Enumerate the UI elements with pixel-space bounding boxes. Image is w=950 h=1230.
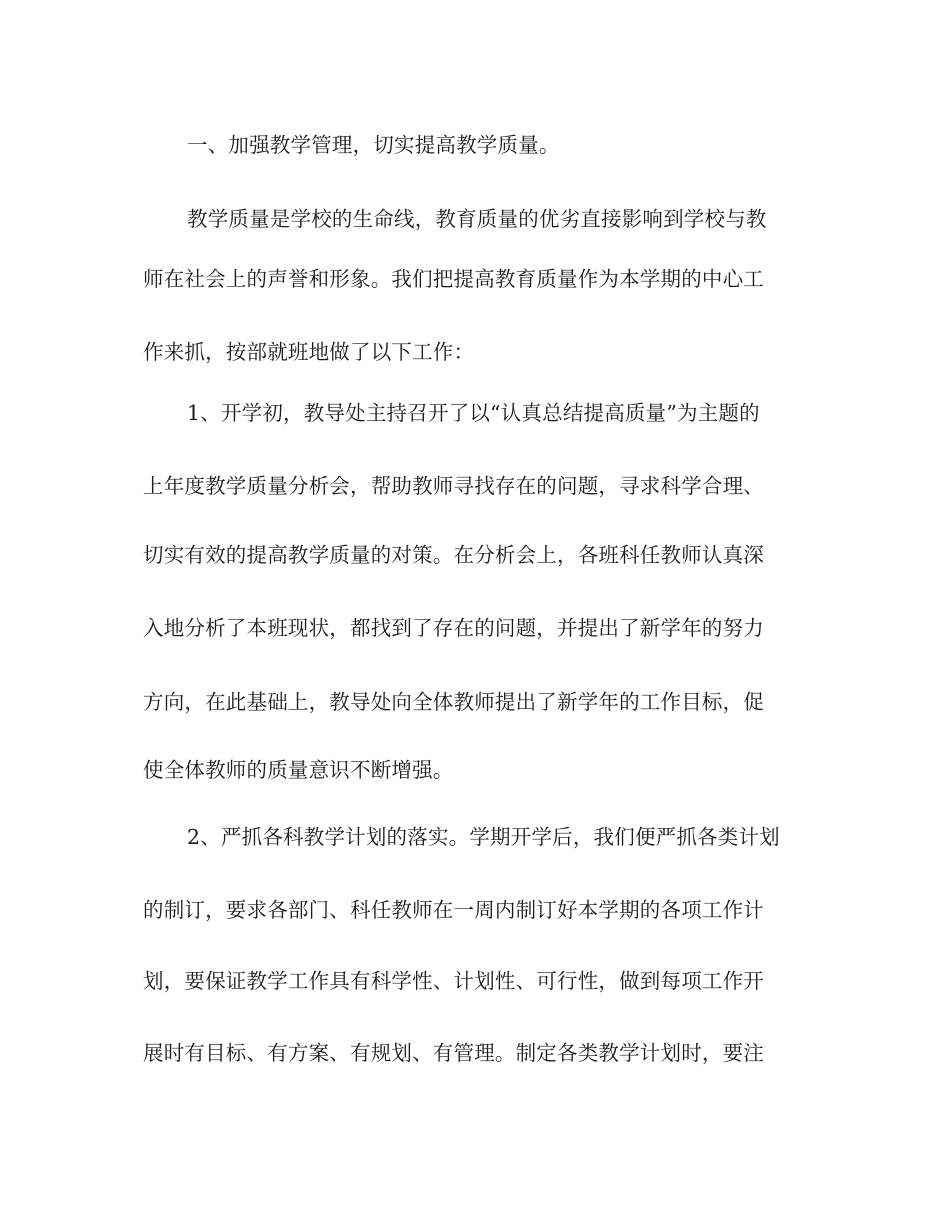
paragraph-line: 入地分析了本班现状，都找到了存在的问题，并提出了新学年的努力 — [143, 616, 764, 640]
paragraph-line: 上年度教学质量分析会，帮助教师寻找存在的问题，寻求科学合理、 — [143, 474, 764, 498]
paragraph-line: 1、开学初，教导处主持召开了以“认真总结提高质量”为主题的 — [187, 401, 760, 425]
paragraph-line: 教学质量是学校的生命线，教育质量的优劣直接影响到学校与教 — [187, 207, 767, 231]
paragraph-line: 划，要保证教学工作具有科学性、计划性、可行性，做到每项工作开 — [143, 969, 764, 993]
paragraph-line: 师在社会上的声誉和形象。我们把提高教育质量作为本学期的中心工 — [143, 267, 764, 291]
section-heading: 一、加强教学管理，切实提高教学质量。 — [187, 133, 560, 157]
paragraph-line: 的制订，要求各部门、科任教师在一周内制订好本学期的各项工作计 — [143, 898, 764, 922]
paragraph-line: 2、严抓各科教学计划的落实。学期开学后，我们便严抓各类计划 — [187, 825, 780, 849]
paragraph-line: 展时有目标、有方案、有规划、有管理。制定各类教学计划时，要注 — [143, 1041, 764, 1065]
paragraph-line: 切实有效的提高教学质量的对策。在分析会上，各班科任教师认真深 — [143, 543, 764, 567]
paragraph-line: 方向，在此基础上，教导处向全体教师提出了新学年的工作目标，促 — [143, 690, 764, 714]
paragraph-line: 使全体教师的质量意识不断增强。 — [143, 758, 454, 782]
paragraph-line: 作来抓，按部就班地做了以下工作： — [143, 340, 475, 364]
